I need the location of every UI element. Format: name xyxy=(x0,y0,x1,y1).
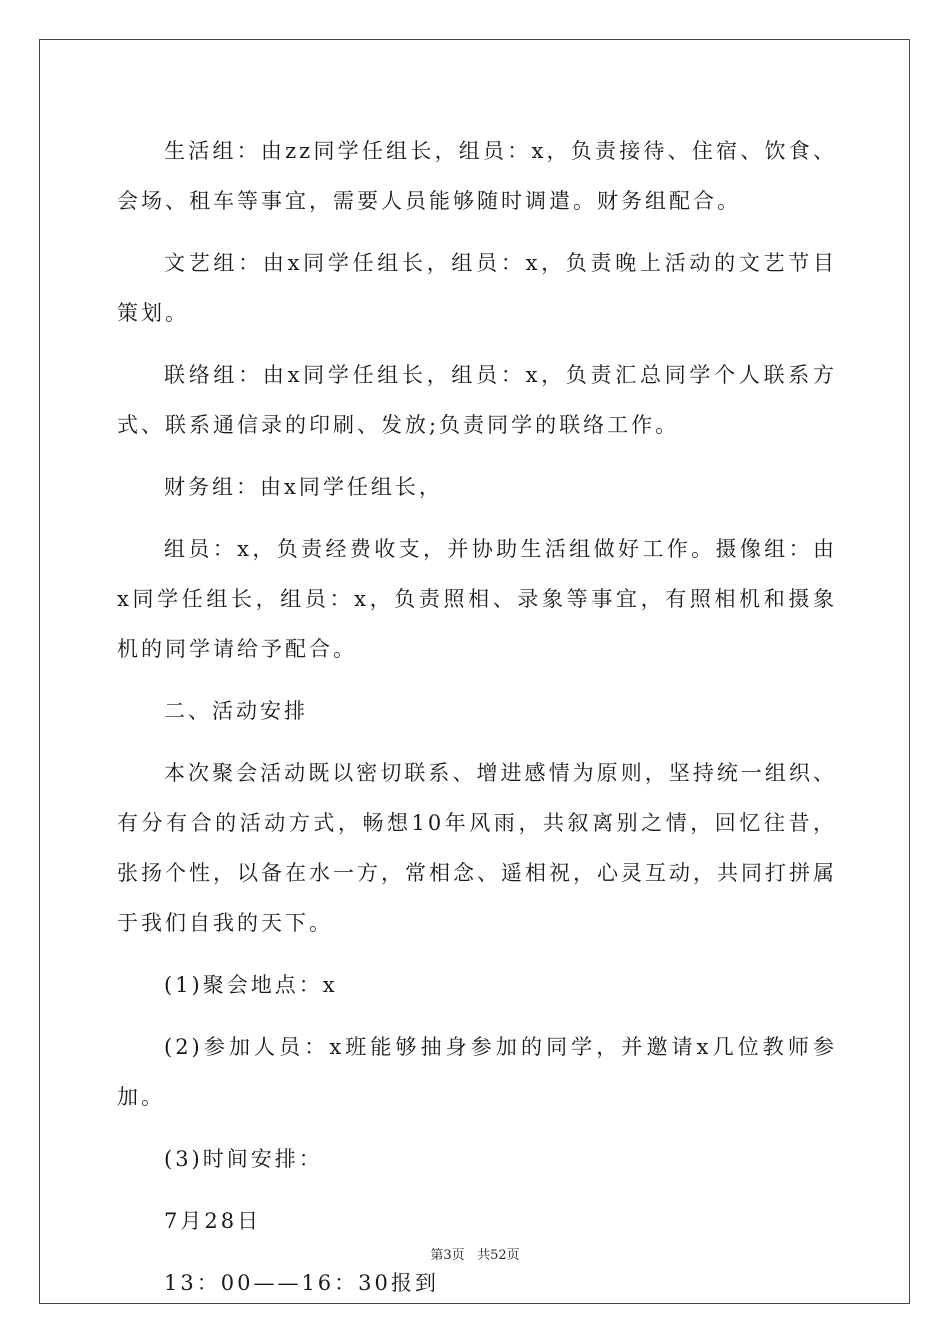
document-body xyxy=(117,126,837,1320)
paragraph-activity-principle: 本次聚会活动既以密切联系、增进感情为原则，坚持统一组织、有分有合的活动方式，畅想10年风雨，共叙离别之情，回忆往昔，张扬个性，以备在水一方，常相念、遥相祝，心灵互动，共同打拼属于我们自我的天下。 xyxy=(117,761,837,935)
paragraph-arts-group: 文艺组：由x同学任组长，组员：x，负责晚上活动的文艺节目策划。 xyxy=(117,251,837,325)
page-total: 共52页 xyxy=(477,1248,520,1263)
paragraph-liaison-group: 联络组：由x同学任组长，组员：x，负责汇总同学个人联系方式、联系通信录的印刷、发放;负责同学的联络工作。 xyxy=(117,363,837,437)
section-heading-activity-arrangement: 二、活动安排 xyxy=(164,699,308,723)
page-footer xyxy=(0,1247,950,1265)
paragraph-checkin-time: 13：00——16：30报到 xyxy=(164,1271,439,1295)
paragraph-participants: (2)参加人员：x班能够抽身参加的同学，并邀请x几位教师参加。 xyxy=(117,1035,837,1109)
paragraph-schedule-heading: (3)时间安排： xyxy=(164,1147,323,1171)
paragraph-finance-group: 财务组：由x同学任组长， xyxy=(164,475,443,499)
paragraph-date: 7月28日 xyxy=(164,1209,262,1233)
paragraph-members-photo-group: 组员：x，负责经费收支，并协助生活组做好工作。摄像组：由x同学任组长，组员：x，负责照相、录象等事宜，有照相机和摄象机的同学请给予配合。 xyxy=(117,537,837,661)
paragraph-venue: (1)聚会地点：x xyxy=(164,973,338,997)
page-number: 第3页 xyxy=(430,1248,465,1263)
paragraph-living-group: 生活组：由zz同学任组长，组员：x，负责接待、住宿、饮食、会场、租车等事宜，需要人员能够随时调遣。财务组配合。 xyxy=(117,139,837,213)
